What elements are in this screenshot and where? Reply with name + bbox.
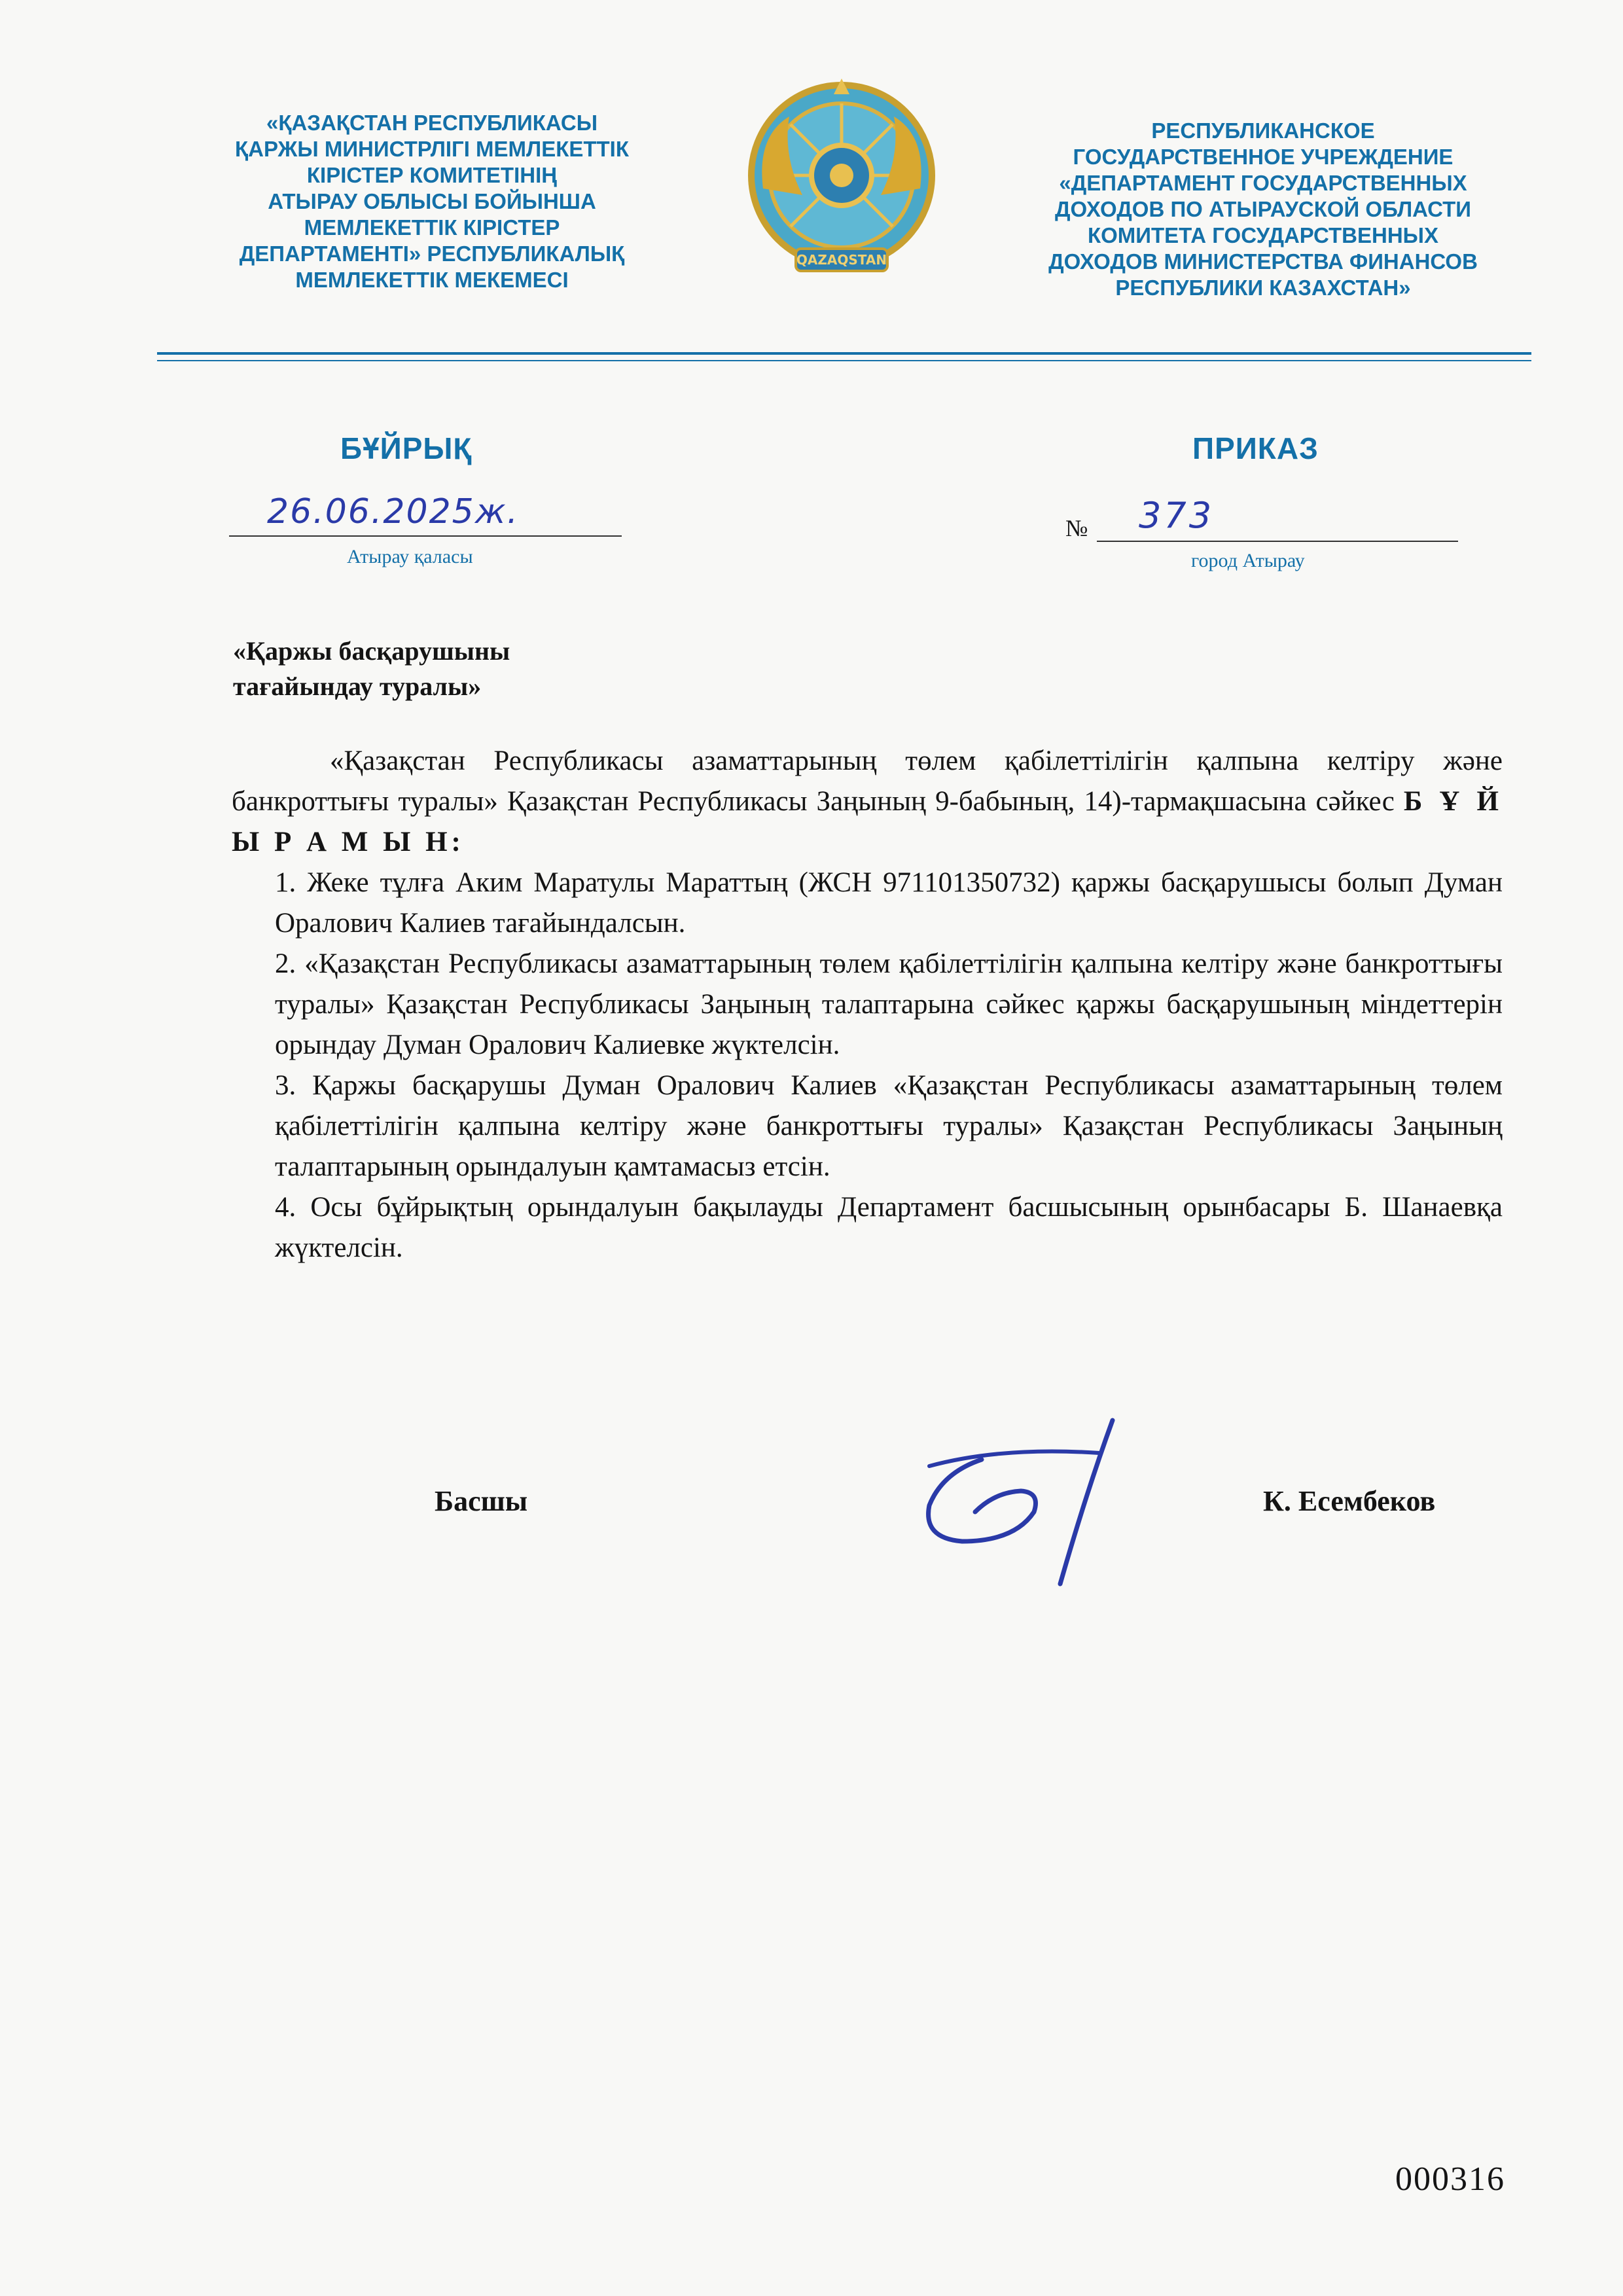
header-ru-line: РЕСПУБЛИКИ КАЗАХСТАН» <box>1115 276 1411 300</box>
city-label-kz: Атырау қаласы <box>347 546 473 567</box>
order-title-kz: БҰЙРЫҚ <box>340 431 473 465</box>
state-emblem-icon <box>743 77 940 284</box>
intro-paragraph <box>232 741 1503 863</box>
handwritten-signature <box>903 1414 1139 1590</box>
order-title-ru: ПРИКАЗ <box>1192 431 1319 465</box>
header-ru-line: ГОСУДАРСТВЕННОЕ УЧРЕЖДЕНИЕ <box>1073 145 1454 169</box>
order-items <box>275 863 1503 1268</box>
emblem-text: QAZAQSTAN <box>796 252 887 268</box>
header-ru-line: ДОХОДОВ МИНИСТЕРСТВА ФИНАНСОВ <box>1048 249 1478 274</box>
header-ru-line: КОМИТЕТА ГОСУДАРСТВЕННЫХ <box>1088 223 1438 247</box>
header-kz-line: «ҚАЗАҚСТАН РЕСПУБЛИКАСЫ <box>266 111 598 135</box>
order-item: 1. Жеке тұлға Аким Маратулы Мараттың (ЖСН 971101350732) қаржы басқарушысы болып Думан Оралович Калиев тағайындалсын. <box>275 867 1503 939</box>
order-date-handwritten: 26.06.2025ж. <box>267 492 520 531</box>
header-kz-line: КІРІСТЕР КОМИТЕТІНІҢ <box>306 163 558 187</box>
signatory-role: Басшы <box>435 1485 528 1517</box>
header-kz-line: АТЫРАУ ОБЛЫСЫ БОЙЫНША <box>268 189 596 213</box>
signatory-name: К. Есембеков <box>1263 1485 1436 1517</box>
header-ru-line: «ДЕПАРТАМЕНТ ГОСУДАРСТВЕННЫХ <box>1059 171 1467 195</box>
header-org-ru <box>995 118 1531 301</box>
subject-line: «Қаржы басқарушыны <box>233 636 510 666</box>
header-org-kz <box>164 110 700 293</box>
city-label-ru: город Атырау <box>1191 550 1305 571</box>
header-ru-line: ДОХОДОВ ПО АТЫРАУСКОЙ ОБЛАСТИ <box>1054 197 1472 221</box>
order-subject <box>233 634 510 704</box>
subject-line: тағайындау туралы» <box>233 672 482 701</box>
header-kz-line: ҚАРЖЫ МИНИСТРЛІГІ МЕМЛЕКЕТТІК <box>234 137 629 161</box>
document-serial-number: 000316 <box>1395 2161 1505 2198</box>
intro-text: «Қазақстан Республикасы азаматтарының төлем қабілеттілігін қалпына келтіру және банкроттығы туралы» Қазақстан Республикасы Заңының 9-бабының, 14)-тармақшасына сәйкес <box>232 745 1503 817</box>
order-number-handwritten: 373 <box>1139 495 1215 536</box>
header-ru-line: РЕСПУБЛИКАНСКОЕ <box>1151 118 1375 143</box>
number-sign: № <box>1065 515 1088 541</box>
number-underline <box>1097 541 1458 542</box>
header-divider-thin <box>157 360 1531 361</box>
header-kz-line: МЕМЛЕКЕТТІК КІРІСТЕР <box>304 215 560 240</box>
header-kz-line: ДЕПАРТАМЕНТІ» РЕСПУБЛИКАЛЫҚ <box>239 242 625 266</box>
order-item: 3. Қаржы басқарушы Думан Оралович Калиев «Қазақстан Республикасы азаматтарының төлем қабілеттілігін қалпына келтіру және банкроттығы туралы» Қазақстан Республикасы Заңының талаптарының орындалуын қамтамасыз етсін. <box>275 1070 1503 1182</box>
date-underline <box>229 535 622 537</box>
header-kz-line: МЕМЛЕКЕТТІК МЕКЕМЕСІ <box>295 268 569 292</box>
order-item: 4. Осы бұйрықтың орындалуын бақылауды Департамент басшысының орынбасары Б. Шанаевқа жүктелсін. <box>275 1192 1503 1263</box>
header-divider <box>157 352 1531 355</box>
order-word: Б Ұ Й Ы Р А М Ы Н: <box>232 786 1503 857</box>
order-body <box>232 741 1503 1268</box>
order-item: 2. «Қазақстан Республикасы азаматтарының төлем қабілеттілігін қалпына келтіру және банкроттығы туралы» Қазақстан Республикасы Заңының талаптарына сәйкес қаржы басқарушының міндеттерін орындау Думан Оралович Калиевке жүктелсін. <box>275 948 1503 1060</box>
